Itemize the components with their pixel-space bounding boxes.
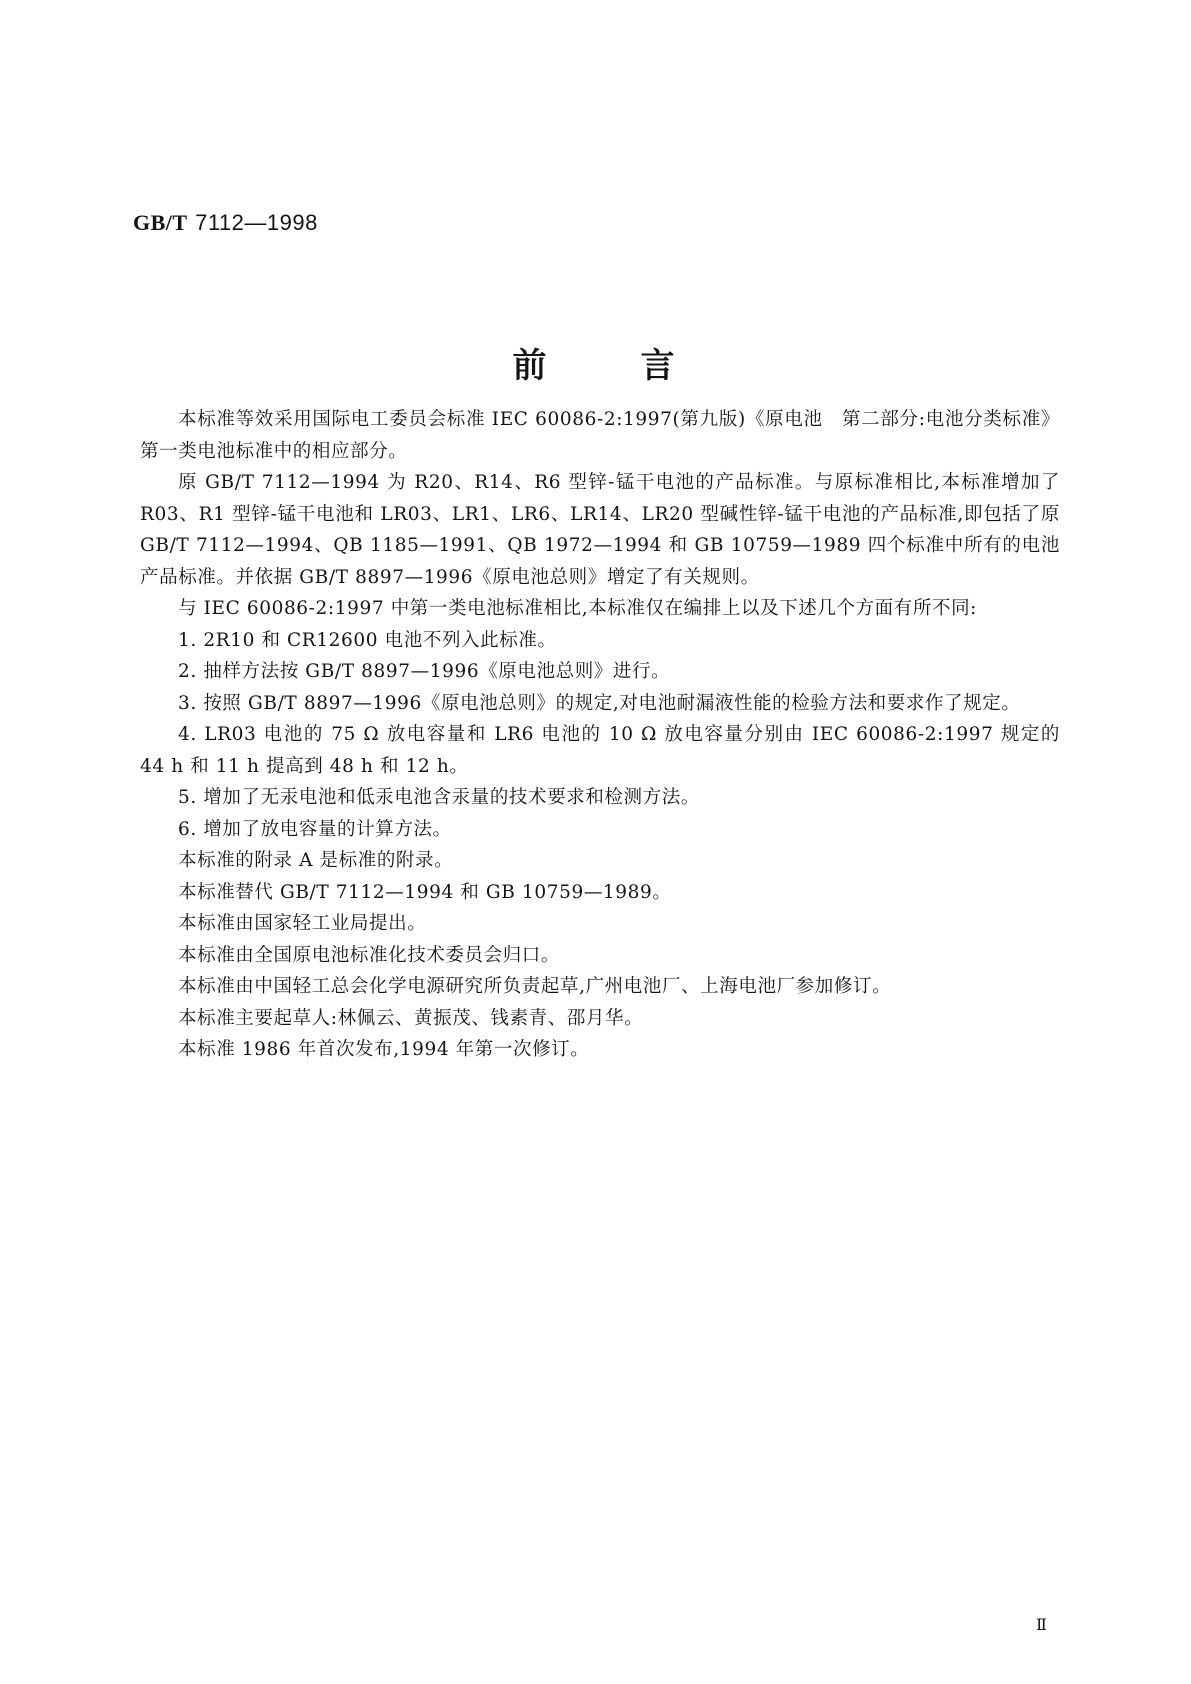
standard-number: [133, 210, 318, 236]
page-number: Ⅱ: [1036, 1615, 1047, 1634]
standard-code: GB/T: [133, 210, 188, 235]
paragraph-appendix: 本标准的附录 A 是标准的附录。: [178, 850, 454, 871]
paragraph-history: 本标准 1986 年首次发布,1994 年第一次修订。: [178, 1039, 590, 1060]
list-item-2: 2. 抽样方法按 GB/T 8897—1996《原电池总则》进行。: [178, 661, 671, 682]
paragraph-differences-lead: 与 IEC 60086-2:1997 中第一类电池标准相比,本标准仅在编排上以及下述几个方面有所不同:: [178, 598, 978, 619]
paragraph-replaces: 本标准替代 GB/T 7112—1994 和 GB 10759—1989。: [178, 881, 672, 903]
title-char-1: 前: [512, 346, 551, 386]
paragraph-intro: 本标准等效采用国际电工委员会标准 IEC 60086-2:1997(第九版)《原电池 第二部分:电池分类标准》第一类电池标准中的相应部分。: [140, 409, 1060, 462]
paragraph-drafters: 本标准主要起草人:林佩云、黄振茂、钱素青、邵月华。: [178, 1007, 644, 1029]
list-item-6: 6. 增加了放电容量的计算方法。: [178, 818, 452, 840]
list-item-4: 4. LR03 电池的 75 Ω 放电容量和 LR6 电池的 10 Ω 放电容量分别由 IEC 60086-2:1997 规定的 44 h 和 11 h 提高到 48 h 和 12 h。: [140, 724, 1060, 777]
foreword-body: [140, 404, 1060, 1066]
list-item-3: 3. 按照 GB/T 8897—1996《原电池总则》的规定,对电池耐漏液性能的检验方法和要求作了规定。: [178, 692, 1021, 714]
paragraph-proposed-by: 本标准由国家轻工业局提出。: [178, 913, 427, 934]
standard-year-number: 7112—1998: [195, 210, 318, 235]
title-char-2: 言: [640, 346, 679, 386]
list-item-5: 5. 增加了无汞电池和低汞电池含汞量的技术要求和检测方法。: [178, 787, 700, 808]
paragraph-managed-by: 本标准由全国原电池标准化技术委员会归口。: [178, 944, 561, 966]
paragraph-scope: 原 GB/T 7112—1994 为 R20、R14、R6 型锌-锰干电池的产品标准。与原标准相比,本标准增加了 R03、R1 型锌-锰干电池和 LR03、LR1、LR6、LR14、LR20 型碱性锌-锰干电池的产品标准,即包括了原 GB/T 7112—1994、QB 1185—1991、QB 1972—1994 和 GB 10759—1989 四个标准中所有的电池产品标准。并依据 GB/T 8897—1996《原电池总则》增定了有关规则。: [140, 472, 1060, 588]
list-item-1: 1. 2R10 和 CR12600 电池不列入此标准。: [178, 629, 557, 651]
paragraph-drafted-by: 本标准由中国轻工总会化学电源研究所负责起草,广州电池厂、上海电池厂参加修订。: [178, 976, 892, 997]
page-title: [0, 338, 1191, 387]
